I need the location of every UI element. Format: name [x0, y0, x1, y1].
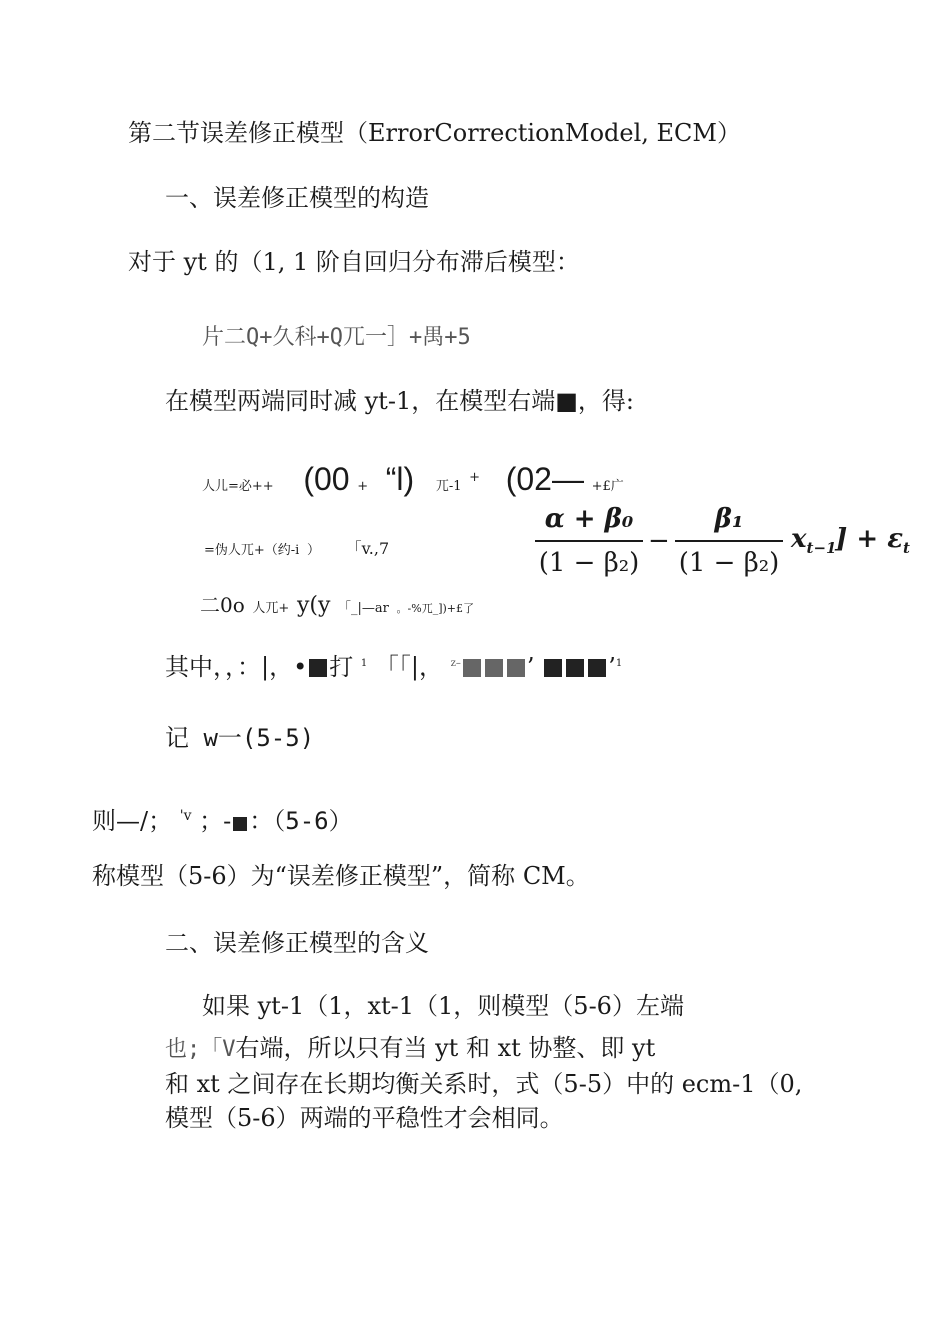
fraction-2-bar: [675, 540, 783, 542]
math-fragment: ）: [306, 543, 320, 558]
then-text: ：（5-6）: [249, 807, 353, 835]
math-fragment: 兀-1: [435, 479, 462, 494]
math-fragment: (02—: [505, 461, 584, 497]
math-fragment: +: [357, 479, 369, 494]
paragraph-ecm-name: 称模型（5-6）为“误差修正模型”，简称 CM。: [92, 862, 590, 890]
superscript: z–: [450, 658, 461, 669]
where-text: 其中，，：|，•: [165, 653, 308, 681]
math-fragment: 人兀+: [252, 601, 290, 616]
formula-epsilon: ] + $\varepsilon_t$: [835, 524, 910, 557]
paragraph-define-w: 记 w一(5-5): [165, 724, 315, 752]
math-fragment: +£广: [591, 479, 624, 494]
formula-fraction: [535, 502, 915, 582]
minus-sign: −: [648, 526, 670, 556]
block-glyph: [309, 659, 327, 677]
math-line-1: [202, 462, 624, 503]
paragraph-intro: 对于 yt 的（1, 1 阶自回归分布滞后模型：: [128, 248, 580, 276]
fraction-1-denominator: (1 − β₂): [538, 547, 640, 578]
where-text: ’: [608, 653, 616, 681]
superscript: 'v: [179, 808, 192, 824]
formula-x: $x_{t-1}$: [791, 524, 837, 557]
math-fragment: 「_|—ar: [338, 601, 389, 616]
meaning-text: 右端，所以只有当 yt 和 xt 协整、即 yt: [235, 1034, 656, 1062]
paragraph-meaning-2: [165, 1032, 655, 1066]
math-fragment: 「v.,7: [345, 539, 390, 558]
paragraph-where: [165, 648, 622, 683]
math-fragment: 。-%兀_])+£了: [396, 602, 475, 615]
meaning-fragment: 也;「V: [165, 1037, 236, 1062]
heading-meaning: 二、误差修正模型的含义: [165, 929, 429, 957]
where-text: 「「|，: [374, 653, 443, 681]
heading-construction: 一、误差修正模型的构造: [165, 184, 429, 212]
math-fragment: y(y: [296, 593, 331, 618]
math-fragment: 二0o: [200, 593, 245, 617]
then-text: ；-: [199, 807, 232, 835]
superscript: 1: [360, 658, 368, 669]
math-fragment: (00: [303, 461, 350, 497]
math-fragment: =伪人兀+（约-i: [204, 543, 300, 558]
fraction-2-numerator: β₁: [714, 504, 744, 534]
math-fragment: “l): [385, 461, 415, 497]
math-line-2: [204, 530, 389, 567]
where-text: 打: [329, 653, 354, 681]
block-glyph: [463, 659, 481, 677]
fraction-1-bar: [535, 540, 643, 542]
fraction-1-numerator: α + β₀: [544, 504, 634, 534]
paragraph-meaning-4: 模型（5-6）两端的平稳性才会相同。: [165, 1104, 564, 1132]
math-line-3: [200, 588, 474, 625]
math-fragment: 人儿=必++: [202, 479, 274, 494]
block-glyph: [233, 817, 247, 831]
block-glyph: [485, 659, 503, 677]
then-text: 则—/；: [92, 807, 173, 835]
block-glyph: [566, 659, 584, 677]
math-fragment: +: [469, 470, 481, 485]
fraction-2-denominator: (1 − β₂): [678, 547, 780, 578]
equation-adl: 片二Q+久科+Q兀一］+禺+5: [202, 325, 471, 350]
block-glyph: [588, 659, 606, 677]
paragraph-subtract: 在模型两端同时减 yt-1，在模型右端■，得:: [165, 387, 634, 415]
paragraph-meaning-3: 和 xt 之间存在长期均衡关系时，式（5-5）中的 ecm-1（0,: [165, 1070, 803, 1098]
block-glyph: [544, 659, 562, 677]
paragraph-then: [92, 800, 353, 837]
where-text: ’: [526, 653, 535, 681]
superscript: 1: [615, 658, 623, 669]
section-title: 第二节误差修正模型（ErrorCorrectionModel, ECM）: [128, 119, 741, 147]
block-glyph: [507, 659, 525, 677]
paragraph-meaning-1: 如果 yt-1（1，xt-1（1，则模型（5-6）左端: [202, 992, 684, 1020]
